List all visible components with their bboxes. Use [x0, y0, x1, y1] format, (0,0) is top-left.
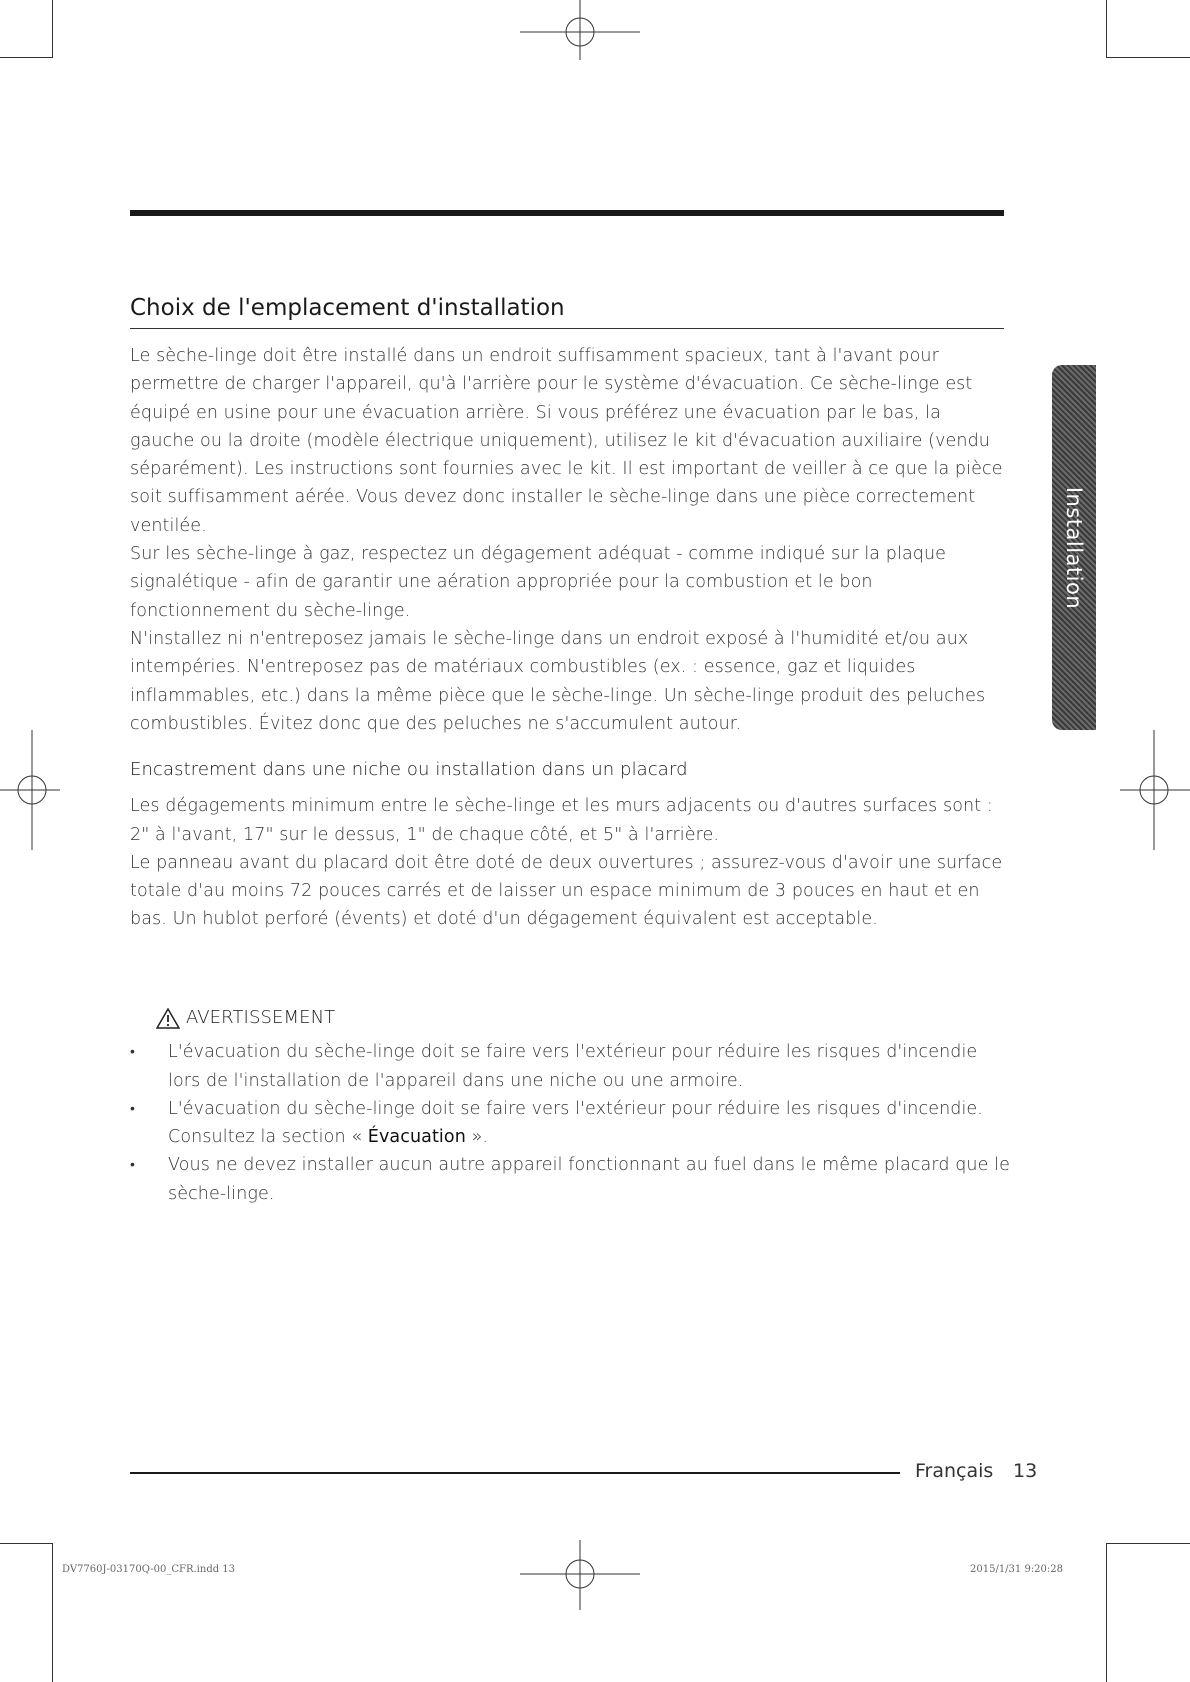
evacuation-reference[interactable]: Évacuation — [367, 1127, 466, 1148]
warning-block — [130, 1004, 1010, 1208]
print-slug-file: DV7760J-03170Q-00_CFR.indd 13 — [62, 1564, 236, 1575]
print-slug-timestamp: 2015/1/31 9:20:28 — [970, 1564, 1064, 1575]
clearances-intro: Les dégagements minimum entre le sèche-linge et les murs adjacents ou d'autres surfaces sont : — [130, 796, 993, 817]
registration-mark-bottom — [520, 1540, 640, 1610]
section-title: Choix de l'emplacement d'installation — [130, 295, 565, 321]
paragraph-ventilation: Le sèche-linge doit être installé dans un endroit suffisamment spacieux, tant à l'avant pour permettre de charger l'appareil, qu'à l'arrière pour le système d'évacuation. Ce sèche-linge est équipé en usine pour une évacuation arrière. Si vous préférez une évacuation par le bas, la gauche ou la droite (modèle électrique uniquement), utilisez le kit d'évacuation auxiliaire (vendu séparément). Les instructions sont fournies avec le kit. Il est important de veiller à ce que la pièce soit suffisamment aérée. Vous devez donc installer le sèche-linge dans une pièce correctement ventilée. — [130, 346, 1003, 536]
warning-item — [130, 1095, 1010, 1152]
registration-mark-right — [1120, 730, 1190, 850]
subsection-title: Encastrement dans une niche ou installation dans un placard — [130, 759, 688, 780]
warning-header — [130, 1004, 1010, 1032]
warning-item — [130, 1151, 1010, 1208]
reference-suffix: ». — [471, 1127, 489, 1148]
cabinet-openings: Le panneau avant du placard doit être doté de deux ouvertures ; assurez-vous d'avoir une surface totale d'au moins 72 pouces carrés et de laisser un espace minimum de 3 pouces en haut et en bas. Un hublot perforé (évents) et doté d'un dégagement équivalent est acceptable. — [130, 852, 1003, 930]
warning-triangle-icon — [156, 1008, 180, 1029]
warning-title: AVERTISSEMENT — [186, 1007, 336, 1028]
clearances-values: 2" à l'avant, 17" sur le dessus, 1" de chaque côté, et 5" à l'arrière. — [130, 824, 720, 845]
paragraph-gas-dryers: Sur les sèche-linge à gaz, respectez un dégagement adéquat - comme indiqué sur la plaque signalétique - afin de garantir une aération appropriée pour la combustion et le bon fonctionnement du sèche-linge. — [130, 544, 947, 621]
warning-item — [130, 1038, 1010, 1095]
page-number: 13 — [1013, 1460, 1038, 1482]
warning-text: Vous ne devez installer aucun autre appareil fonctionnant au fuel dans le même placard que le sèche-linge. — [168, 1155, 1010, 1204]
title-underline — [130, 328, 1004, 329]
reference-prefix: Consultez la section « — [168, 1127, 363, 1148]
registration-mark-top — [520, 0, 640, 60]
intro-text-block — [130, 342, 1010, 738]
warning-text: L'évacuation du sèche-linge doit se faire vers l'extérieur pour réduire les risques d'incendie. — [168, 1098, 983, 1119]
header-rule — [130, 210, 1004, 216]
chapter-tab-label: Installation — [1062, 486, 1086, 609]
footer-language: Français — [915, 1460, 994, 1482]
footer-rule — [130, 1472, 900, 1474]
warning-text: L'évacuation du sèche-linge doit se faire vers l'extérieur pour réduire les risques d'incendie lors de l'installation de l'appareil dans une niche ou une armoire. — [168, 1042, 978, 1091]
subsection-block — [130, 756, 1010, 934]
warning-list — [130, 1038, 1010, 1208]
chapter-tab — [1052, 365, 1096, 730]
paragraph-humidity: N'installez ni n'entreposez jamais le sèche-linge dans un endroit exposé à l'humidité et/ou aux intempéries. N'entreposez pas de matériaux combustibles (ex. : essence, gaz et liquides inflammables, etc.) dans la même pièce que le sèche-linge. Un sèche-linge produit des peluches combustibles. Évitez donc que des peluches ne s'accumulent autour. — [130, 628, 986, 734]
registration-mark-left — [0, 730, 60, 850]
